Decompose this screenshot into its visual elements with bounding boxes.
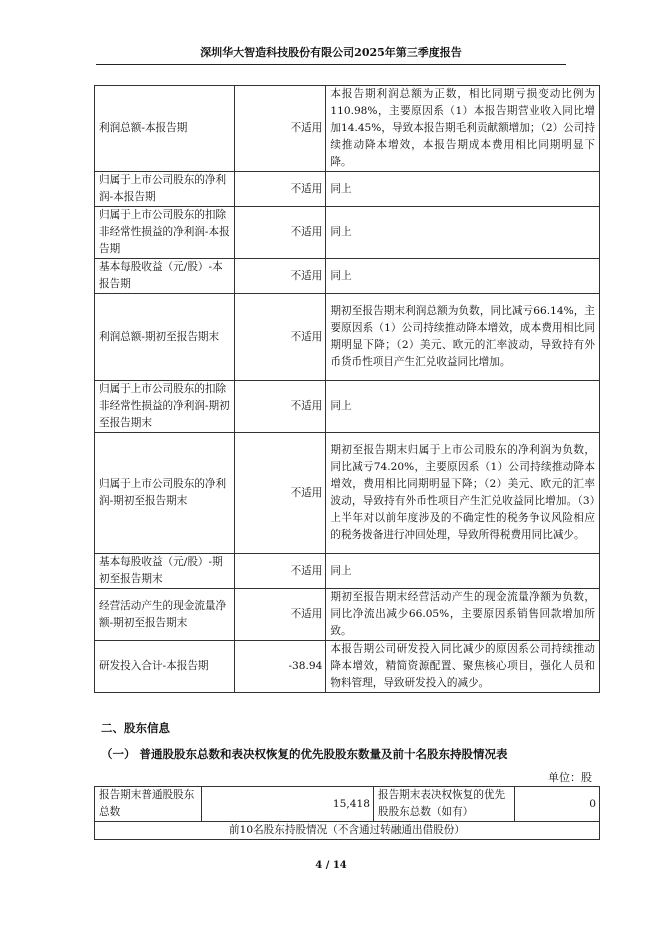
change-cell: 不适用 [234, 589, 326, 641]
item-cell: 基本每股收益（元/股）-本报告期 [95, 259, 235, 294]
header-rule [96, 64, 566, 65]
section-title: 二、股东信息 [101, 721, 170, 735]
reason-cell: 期初至报告期末归属于上市公司股东的净利润为负数，同比减亏74.20%，主要原因系（1）公司持续推动降本增效，费用相比同期明显下降；（2）美元、欧元的汇率波动，导致持有外币性项目产生汇兑收益同比增加。（3）上半年对以前年度涉及的不确定性的税务争议风险相应的税务拨备进行冲回处理，导致所得税费用同比减少。 [326, 433, 600, 554]
reason-cell: 同上 [326, 554, 600, 589]
table-row [95, 294, 600, 381]
item-cell: 利润总额-期初至报告期末 [95, 294, 235, 381]
item-cell: 归属于上市公司股东的净利润-期初至报告期末 [95, 433, 235, 554]
change-cell: 不适用 [234, 554, 326, 589]
reason-cell: 本报告期公司研发投入同比减少的原因系公司持续推动降本增效，精简资源配置、聚焦核心项目，强化人员和物料管理，导致研发投入的减少。 [326, 641, 600, 693]
change-cell: 不适用 [234, 381, 326, 433]
common-holders-value: 15,418 [202, 787, 374, 822]
item-cell: 归属于上市公司股东的扣除非经常性损益的净利润-期初至报告期末 [95, 381, 235, 433]
change-reason-table [94, 85, 600, 693]
table-row [95, 822, 600, 840]
change-cell: 不适用 [234, 294, 326, 381]
item-cell: 利润总额-本报告期 [95, 86, 235, 172]
table-row [95, 86, 600, 172]
item-cell: 研发投入合计-本报告期 [95, 641, 235, 693]
change-cell: 不适用 [234, 433, 326, 554]
change-cell: 不适用 [234, 207, 326, 259]
reason-cell: 同上 [326, 259, 600, 294]
table-row [95, 207, 600, 259]
item-cell: 归属于上市公司股东的扣除非经常性损益的净利润-本报告期 [95, 207, 235, 259]
table-row [95, 589, 600, 641]
table-row [95, 259, 600, 294]
table-row [95, 381, 600, 433]
shareholder-summary-table [94, 786, 600, 840]
change-cell: 不适用 [234, 172, 326, 207]
table-row [95, 433, 600, 554]
unit-label: 单位：股 [548, 771, 592, 784]
item-cell: 基本每股收益（元/股）-期初至报告期末 [95, 554, 235, 589]
table-row [95, 554, 600, 589]
item-cell: 归属于上市公司股东的净利润-本报告期 [95, 172, 235, 207]
section-subtitle: （一） 普通股股东总数和表决权恢复的优先股股东数量及前十名股东持股情况表 [101, 747, 508, 761]
reason-cell: 期初至报告期末经营活动产生的现金流量净额为负数，同比净流出减少66.05%，主要原因系销售回款增加所致。 [326, 589, 600, 641]
table-row [95, 641, 600, 693]
table-row [95, 172, 600, 207]
common-holders-label: 报告期末普通股股东总数 [95, 787, 202, 822]
top10-title: 前10名股东持股情况（不含通过转融通出借股份） [95, 822, 600, 840]
page-number: 4 / 14 [315, 860, 347, 871]
change-cell: 不适用 [234, 259, 326, 294]
reason-cell: 同上 [326, 207, 600, 259]
change-cell: 不适用 [234, 86, 326, 172]
pref-holders-value: 0 [515, 787, 600, 822]
change-cell: -38.94 [234, 641, 326, 693]
page-header: 深圳华大智造科技股份有限公司2025年第三季度报告 [200, 46, 462, 59]
reason-cell: 期初至报告期末利润总额为负数，同比减亏66.14%，主要原因系（1）公司持续推动降本增效，成本费用相比同期明显下降；（2）美元、欧元的汇率波动，导致持有外币货币性项目产生汇兑收益同比增加。 [326, 294, 600, 381]
pref-holders-label: 报告期末表决权恢复的优先股股东总数（如有） [374, 787, 515, 822]
reason-cell: 本报告期利润总额为正数，相比同期亏损变动比例为110.98%，主要原因系（1）本报告期营业收入同比增加14.45%，导致本报告期毛利贡献额增加；（2）公司持续推动降本增效，本报告期成本费用相比同期明显下降。 [326, 86, 600, 172]
table-row [95, 787, 600, 822]
reason-cell: 同上 [326, 381, 600, 433]
item-cell: 经营活动产生的现金流量净额-期初至报告期末 [95, 589, 235, 641]
reason-cell: 同上 [326, 172, 600, 207]
